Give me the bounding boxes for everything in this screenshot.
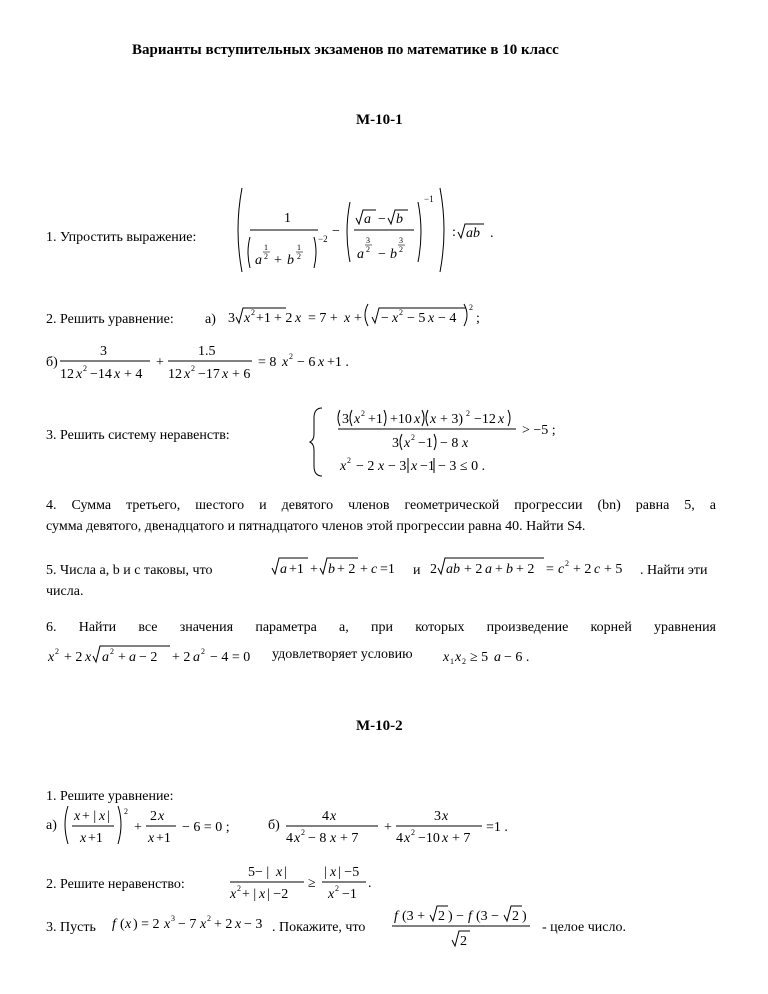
svg-text:a: a <box>193 650 200 665</box>
svg-text:−14: −14 <box>90 367 112 382</box>
v1-problem-2-label: 2. Решить уравнение: <box>46 312 174 327</box>
svg-text:;: ; <box>476 311 480 326</box>
svg-text:x: x <box>318 355 325 370</box>
svg-text:2: 2 <box>264 252 268 261</box>
svg-text:3: 3 <box>342 412 349 427</box>
svg-text:3: 3 <box>399 236 403 245</box>
v2-problem-1-label: 1. Решите уравнение: <box>46 789 174 804</box>
svg-text:− 2: − 2 <box>356 459 375 474</box>
svg-text:1.5: 1.5 <box>198 344 216 359</box>
svg-text:a: a <box>255 253 262 268</box>
v2-problem-1b-label: б) <box>268 818 280 833</box>
svg-text:12: 12 <box>60 367 74 382</box>
svg-text:2: 2 <box>191 364 195 373</box>
svg-text:+ 2: + 2 <box>172 650 191 665</box>
svg-text:x: x <box>80 831 87 846</box>
svg-text:1: 1 <box>450 657 454 666</box>
svg-text:=1 .: =1 . <box>486 820 508 835</box>
svg-text:4: 4 <box>322 809 329 824</box>
svg-text:x: x <box>411 459 418 474</box>
svg-text:+ 5: + 5 <box>604 562 623 577</box>
svg-text:2: 2 <box>83 364 87 373</box>
variant-heading-1: М-10-1 <box>356 112 403 128</box>
svg-text:− 3 ≤ 0 .: − 3 ≤ 0 . <box>438 459 486 474</box>
svg-text:+10: +10 <box>390 412 412 427</box>
v1-problem-2b-label: б) <box>46 355 58 370</box>
svg-text:+1: +1 <box>256 311 271 326</box>
svg-text:b: b <box>390 247 397 262</box>
svg-text:2: 2 <box>361 409 365 418</box>
svg-text:=: = <box>546 562 554 577</box>
v1-problem-5-end: . Найти эти <box>640 563 708 578</box>
svg-text:5− |: 5− | <box>248 865 270 880</box>
svg-text:1: 1 <box>284 211 291 226</box>
svg-text:+: + <box>118 650 126 665</box>
v2-problem-1a-label: а) <box>46 818 57 833</box>
svg-text:+: + <box>156 355 164 370</box>
svg-text:−2: −2 <box>318 234 328 244</box>
svg-text:x: x <box>235 917 242 932</box>
svg-text:+ 2: + 2 <box>516 562 535 577</box>
svg-text:(3 −: (3 − <box>476 909 500 924</box>
svg-text:f: f <box>394 909 398 924</box>
svg-text:+ 2: + 2 <box>214 917 233 932</box>
svg-text:2: 2 <box>466 409 470 418</box>
svg-text:− 8: − 8 <box>308 831 327 846</box>
svg-text:x: x <box>443 650 450 665</box>
v1-problem-4-line1: 4. Сумма третьего, шестого и девятого членов геометрической прогрессии (bn) равна 5, а <box>46 498 716 513</box>
svg-text:≥: ≥ <box>308 876 316 891</box>
v2-problem-3-mid: . Покажите, что <box>272 920 366 935</box>
svg-text:+ 6: + 6 <box>232 367 251 382</box>
svg-text:(3 +: (3 + <box>402 909 426 924</box>
v1-problem-6-inequality <box>443 640 553 668</box>
svg-text:): ) <box>522 909 527 924</box>
v1-problem-5-eq2 <box>428 552 638 580</box>
svg-text:a: a <box>102 650 109 665</box>
svg-text:− 6 .: − 6 . <box>504 650 530 665</box>
svg-text:−1: −1 <box>420 459 435 474</box>
svg-text:x: x <box>76 367 83 382</box>
v1-problem-2a-label: а) <box>205 312 216 327</box>
svg-text:2: 2 <box>411 828 415 837</box>
svg-text:+: + <box>360 562 368 577</box>
svg-text:) = 2: ) = 2 <box>133 917 160 932</box>
svg-text:x: x <box>200 917 207 932</box>
svg-text:+1: +1 <box>156 831 171 846</box>
svg-text:2: 2 <box>411 433 415 442</box>
svg-text:> −5 ;: > −5 ; <box>522 423 556 438</box>
svg-text:+ 2: + 2 <box>573 562 592 577</box>
svg-text:c: c <box>558 562 565 577</box>
svg-text:.: . <box>368 876 372 891</box>
svg-text:− 6: − 6 <box>297 355 316 370</box>
svg-text:x: x <box>48 650 55 665</box>
svg-text:b: b <box>328 562 335 577</box>
svg-text:+ 7: + 7 <box>452 831 471 846</box>
v2-problem-3-end: - целое число. <box>542 920 626 935</box>
svg-text:−12: −12 <box>474 412 496 427</box>
svg-text:≥ 5: ≥ 5 <box>470 650 489 665</box>
svg-text:x: x <box>114 367 121 382</box>
svg-text:x: x <box>498 412 505 427</box>
svg-text:+: + <box>354 311 362 326</box>
svg-text:| −5: | −5 <box>338 865 360 880</box>
v1-problem-2a-equation <box>226 298 486 330</box>
svg-text:x: x <box>414 412 421 427</box>
svg-text:2: 2 <box>237 884 241 893</box>
v1-problem-3-system <box>310 404 600 480</box>
svg-text:2: 2 <box>462 657 466 666</box>
svg-text:= 8: = 8 <box>258 355 277 370</box>
svg-text:x: x <box>378 459 385 474</box>
svg-text:− 7: − 7 <box>178 917 197 932</box>
svg-text:2: 2 <box>207 914 211 923</box>
svg-text:x: x <box>330 831 337 846</box>
v1-problem-5-start: 5. Числа a, b и c таковы, что <box>46 563 213 578</box>
svg-text:+1: +1 <box>88 831 103 846</box>
v1-problem-6-line1: 6. Найти все значения параметра a, при которых произведение корней уравнения <box>46 620 716 635</box>
svg-text:− 3: − 3 <box>388 459 407 474</box>
svg-text::: : <box>452 225 456 240</box>
v1-problem-2b-equation <box>60 340 360 384</box>
v1-problem-3-label: 3. Решить систему неравенств: <box>46 428 230 443</box>
v1-problem-6-condition: удовлетворяет условию <box>272 647 413 662</box>
svg-text:x: x <box>404 831 411 846</box>
svg-text:b: b <box>506 562 513 577</box>
svg-text:ab: ab <box>446 562 460 577</box>
svg-text:2: 2 <box>251 308 255 317</box>
svg-text:4: 4 <box>286 831 293 846</box>
svg-text:1: 1 <box>264 243 268 252</box>
svg-text:x: x <box>392 311 399 326</box>
svg-text:+ 4: + 4 <box>124 367 143 382</box>
v2-problem-3-expression <box>392 902 542 950</box>
v2-problem-2-inequality <box>230 860 390 904</box>
svg-text:2: 2 <box>124 807 128 816</box>
svg-text:3: 3 <box>366 236 370 245</box>
svg-text:x: x <box>244 311 251 326</box>
svg-text:+1: +1 <box>289 562 304 577</box>
svg-text:+ 2: + 2 <box>64 650 83 665</box>
v1-problem-5-line2: числа. <box>46 584 84 599</box>
v2-problem-3-function <box>112 908 282 936</box>
svg-text:a: a <box>485 562 492 577</box>
svg-text:x: x <box>442 831 449 846</box>
svg-text:2: 2 <box>110 647 114 656</box>
svg-text:| −2: | −2 <box>267 887 289 902</box>
svg-text:x: x <box>462 436 469 451</box>
svg-text:x: x <box>330 865 337 880</box>
svg-text:x: x <box>184 367 191 382</box>
svg-text:−17: −17 <box>198 367 220 382</box>
svg-text:x: x <box>294 831 301 846</box>
svg-text:3: 3 <box>228 311 235 326</box>
svg-text:2: 2 <box>347 456 351 465</box>
svg-text:− 3: − 3 <box>244 917 263 932</box>
svg-text:− 4: − 4 <box>438 311 457 326</box>
svg-text:x: x <box>455 650 462 665</box>
svg-text:|: | <box>284 865 287 880</box>
svg-text:2: 2 <box>150 809 157 824</box>
svg-text:+: + <box>495 562 503 577</box>
svg-text:x: x <box>295 311 302 326</box>
svg-text:2: 2 <box>512 909 519 924</box>
v1-problem-1-label: 1. Упростить выражение: <box>46 230 197 245</box>
svg-text:x: x <box>259 887 266 902</box>
variant-heading-2: М-10-2 <box>356 718 403 734</box>
svg-text:2: 2 <box>297 252 301 261</box>
svg-text:a: a <box>357 247 364 262</box>
svg-text:x: x <box>404 436 411 451</box>
svg-text:2: 2 <box>469 303 473 312</box>
svg-text:|: | <box>107 809 110 824</box>
svg-text:a: a <box>280 562 287 577</box>
svg-text:+ |: + | <box>242 887 257 902</box>
svg-text:−: − <box>378 247 386 262</box>
svg-text:x: x <box>74 809 81 824</box>
svg-text:3: 3 <box>434 809 441 824</box>
svg-text:−: − <box>381 311 389 326</box>
svg-text:c: c <box>371 562 378 577</box>
svg-text:x: x <box>428 311 435 326</box>
svg-text:2: 2 <box>55 647 59 656</box>
svg-text:x: x <box>340 459 347 474</box>
v2-problem-2-label: 2. Решите неравенство: <box>46 877 185 892</box>
svg-text:x: x <box>148 831 155 846</box>
svg-text:x: x <box>430 412 437 427</box>
svg-text:2: 2 <box>201 647 205 656</box>
svg-text:−1: −1 <box>424 194 434 204</box>
svg-text:+1 .: +1 . <box>327 355 349 370</box>
v1-problem-5-eq1 <box>270 552 420 580</box>
svg-text:+ 2: + 2 <box>464 562 483 577</box>
svg-text:2: 2 <box>399 245 403 254</box>
svg-text:2: 2 <box>430 562 437 577</box>
svg-text:x: x <box>354 412 361 427</box>
svg-text:x: x <box>282 355 289 370</box>
svg-text:3: 3 <box>100 344 107 359</box>
svg-text:=1: =1 <box>380 562 395 577</box>
svg-text:+: + <box>274 253 282 268</box>
svg-text:+ 7: + 7 <box>340 831 359 846</box>
document-title: Варианты вступительных экзаменов по математике в 10 класс <box>132 42 559 58</box>
svg-text:x: x <box>158 809 165 824</box>
svg-text:x: x <box>328 887 335 902</box>
svg-text:− 6 = 0 ;: − 6 = 0 ; <box>182 820 230 835</box>
v2-problem-1a-equation <box>62 804 232 848</box>
svg-text:3: 3 <box>392 436 399 451</box>
svg-text:b: b <box>396 212 403 227</box>
svg-text:2: 2 <box>460 934 467 949</box>
v1-problem-1-formula <box>232 180 502 280</box>
svg-text:x: x <box>222 367 229 382</box>
v2-problem-3-start: 3. Пусть <box>46 920 96 935</box>
svg-text:−: − <box>332 224 340 239</box>
svg-text:x: x <box>330 809 337 824</box>
svg-text:) −: ) − <box>448 909 465 924</box>
svg-text:12: 12 <box>168 367 182 382</box>
svg-text:2: 2 <box>399 308 403 317</box>
svg-text:a: a <box>494 650 501 665</box>
svg-text:−: − <box>378 212 386 227</box>
svg-text:2: 2 <box>366 245 370 254</box>
svg-text:− 2: − 2 <box>139 650 158 665</box>
svg-text:2: 2 <box>438 909 445 924</box>
v1-problem-4-line2: сумма девятого, двенадцатого и пятнадцатого членов этой прогрессии равна 40. Найти S4. <box>46 519 586 534</box>
svg-text:f: f <box>112 917 116 932</box>
svg-text:x: x <box>276 865 283 880</box>
svg-text:−10: −10 <box>418 831 440 846</box>
svg-text:2: 2 <box>289 352 293 361</box>
svg-text:|: | <box>324 865 327 880</box>
svg-text:− 8: − 8 <box>440 436 459 451</box>
svg-text:1: 1 <box>297 243 301 252</box>
svg-text:− 5: − 5 <box>407 311 426 326</box>
svg-text:x: x <box>125 917 132 932</box>
svg-text:.: . <box>490 226 494 241</box>
v1-problem-5-and: и <box>413 563 421 578</box>
svg-text:x: x <box>344 311 351 326</box>
svg-text:+ 2: + 2 <box>337 562 356 577</box>
svg-text:c: c <box>594 562 601 577</box>
svg-text:+: + <box>134 820 142 835</box>
svg-text:+1: +1 <box>368 412 383 427</box>
svg-text:(: ( <box>120 917 125 932</box>
svg-text:f: f <box>468 909 472 924</box>
svg-text:x: x <box>442 809 449 824</box>
svg-text:x: x <box>164 917 171 932</box>
svg-text:x: x <box>230 887 237 902</box>
svg-text:= 7 +: = 7 + <box>308 311 338 326</box>
svg-text:2: 2 <box>301 828 305 837</box>
v2-problem-1b-equation <box>286 804 508 848</box>
svg-text:x: x <box>99 809 106 824</box>
svg-text:2: 2 <box>565 559 569 568</box>
svg-text:b: b <box>287 253 294 268</box>
svg-text:+ |: + | <box>82 809 97 824</box>
v1-problem-6-equation <box>48 640 278 668</box>
svg-text:4: 4 <box>396 831 403 846</box>
svg-text:−1: −1 <box>342 887 357 902</box>
svg-text:+ 2: + 2 <box>274 311 293 326</box>
svg-text:3: 3 <box>171 914 175 923</box>
svg-text:− 4 = 0: − 4 = 0 <box>210 650 251 665</box>
svg-text:+: + <box>310 562 318 577</box>
svg-text:a: a <box>129 650 136 665</box>
svg-text:+: + <box>384 820 392 835</box>
svg-text:ab: ab <box>466 226 480 241</box>
svg-text:2: 2 <box>335 884 339 893</box>
svg-text:−1: −1 <box>418 436 433 451</box>
svg-text:x: x <box>85 650 92 665</box>
svg-text:a: a <box>364 212 371 227</box>
svg-text:+ 3): + 3) <box>440 412 464 427</box>
